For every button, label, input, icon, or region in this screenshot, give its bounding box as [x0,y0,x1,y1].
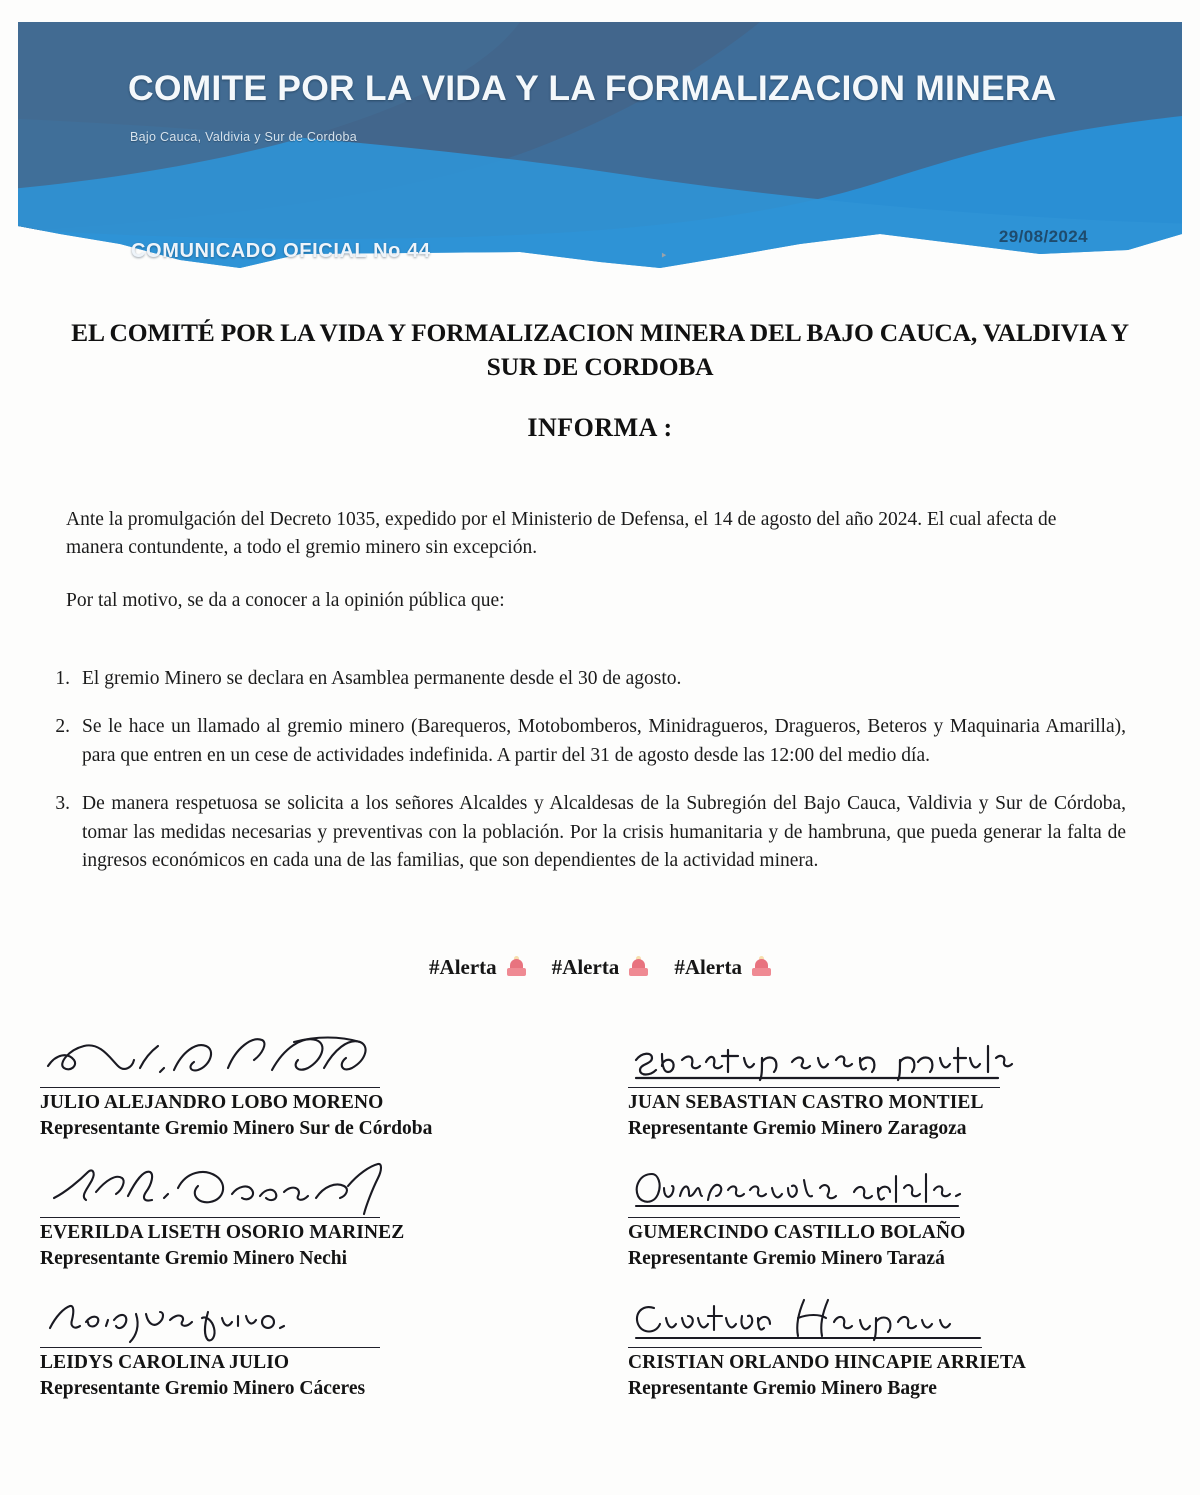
alert-item [429,955,526,980]
organization-subtitle: Bajo Cauca, Valdivia y Sur de Cordoba [130,130,357,144]
signature-line [40,1087,380,1088]
informa-heading: INFORMA : [527,413,673,442]
signatory-role: Representante Gremio Minero Cáceres [40,1378,366,1399]
list-item-number: 2. [55,716,70,738]
signatory-role: Representante Gremio Minero Zaragoza [628,1118,967,1139]
alert-row [0,955,1200,980]
list-item-text: Se le hace un llamado al gremio minero (Barequeros, Motobomberos, Minidragueros, Dragueros, Beteros y Maquinaria Amarilla), para que entren en un cese de actividades indefinida. A partir del 31 de agosto desde las 12:00 del medio día. [82,716,1126,766]
list-item-text: El gremio Minero se declara en Asamblea permanente desde el 30 de agosto. [82,668,682,689]
alert-item [674,955,771,980]
signature-column-left [34,1010,594,1400]
list-item [36,665,1126,693]
lead-in-paragraph: Por tal motivo, se da a conocer a la opinión pública que: [66,590,505,611]
signature-line [628,1087,1000,1088]
list-item [36,713,1126,770]
signature-block [622,1010,1182,1140]
signatory-name: GUMERCINDO CASTILLO BOLAÑO [628,1222,966,1243]
signature-column-right [622,1010,1182,1400]
list-item-number: 3. [55,793,70,815]
signature-line [40,1347,380,1348]
communique-label: COMUNICADO OFICIAL No 44 [131,240,431,262]
signature-section [0,1010,1200,1430]
signatory-role: Representante Gremio Minero Nechi [40,1248,348,1269]
signatory-name: JULIO ALEJANDRO LOBO MORENO [40,1092,384,1113]
signature-block [622,1270,1182,1400]
list-item [36,790,1126,875]
signatory-name: JUAN SEBASTIAN CASTRO MONTIEL [628,1092,984,1113]
handwritten-signature-icon [628,1162,1048,1214]
header-banner [0,22,1200,274]
list-item-number: 1. [55,668,70,689]
signatory-role: Representante Gremio Minero Sur de Córdoba [40,1118,433,1139]
scan-artifact: ‣ [660,248,668,263]
signatory-name: EVERILDA LISETH OSORIO MARINEZ [40,1222,405,1243]
handwritten-signature-icon [40,1032,460,1084]
numbered-list [36,665,1126,896]
signature-block [34,1270,594,1400]
signatory-role: Representante Gremio Minero Bagre [628,1378,937,1399]
alert-item [552,955,649,980]
handwritten-signature-icon [40,1292,460,1344]
signature-block [34,1140,594,1270]
handwritten-signature-icon [40,1162,460,1214]
siren-icon [507,958,526,978]
signature-line [40,1217,380,1218]
handwritten-signature-icon [628,1032,1048,1084]
communique-date: 29/08/2024 [998,227,1088,246]
signature-line [628,1347,982,1348]
intro-paragraph: Ante la promulgación del Decreto 1035, expedido por el Ministerio de Defensa, el 14 de agosto del año 2024. El cual afecta de manera contundente, a todo el gremio minero sin excepción. [66,509,1057,558]
organization-title: COMITE POR LA VIDA Y LA FORMALIZACION MINERA [128,68,1057,108]
list-item-text: De manera respetuosa se solicita a los señores Alcaldes y Alcaldesas de la Subregión del Bajo Cauca, Valdivia y Sur de Córdoba, tomar las medidas necesarias y preventivas con la población. Por la crisis humanitaria y de hambruna, que pueda generar la falta de ingresos económicos en cada una de las familias, que son dependientes de la actividad minera. [82,793,1126,872]
signatory-name: LEIDYS CAROLINA JULIO [40,1352,290,1373]
signatory-name: CRISTIAN ORLANDO HINCAPIE ARRIETA [628,1352,1026,1373]
siren-icon [752,958,771,978]
handwritten-signature-icon [628,1292,1048,1344]
signatory-role: Representante Gremio Minero Tarazá [628,1248,945,1269]
signature-block [34,1010,594,1140]
signature-block [622,1140,1182,1270]
alert-label: #Alerta [674,955,742,979]
alert-label: #Alerta [551,955,620,979]
page-title: EL COMITÉ POR LA VIDA Y FORMALIZACION MINERA DEL BAJO CAUCA, VALDIVIA Y SUR DE CORDOBA [71,318,1129,381]
signature-line [628,1217,960,1218]
siren-icon [629,958,648,978]
alert-label: #Alerta [429,955,497,979]
